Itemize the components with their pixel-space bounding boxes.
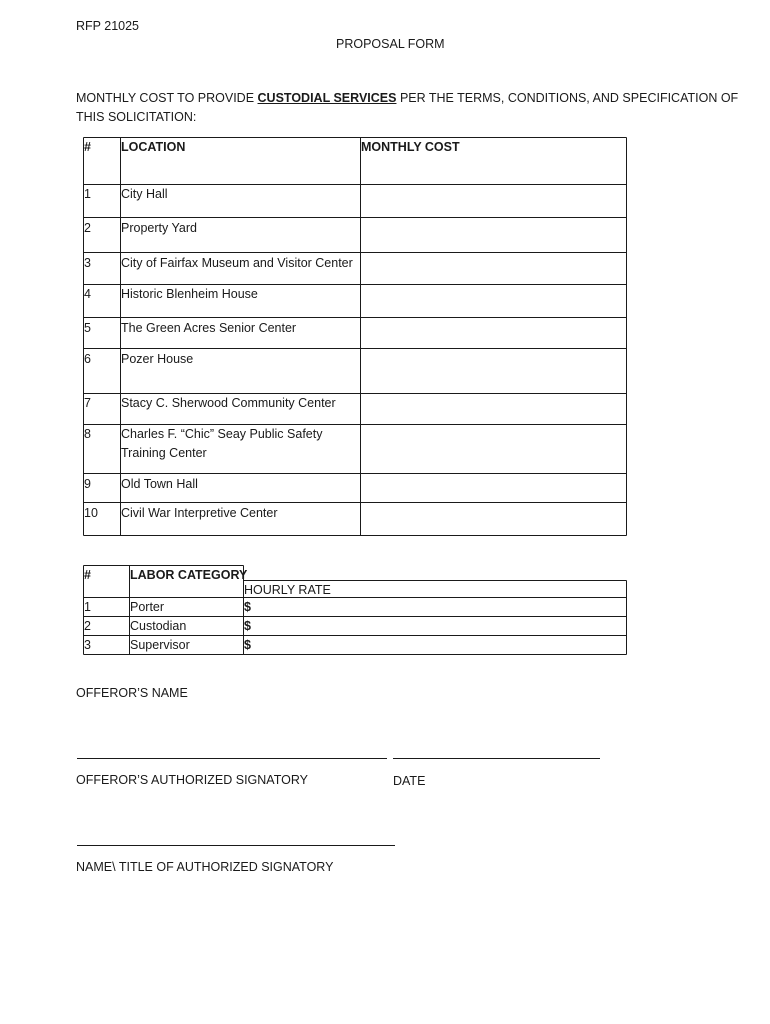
intro-suffix: PER THE TERMS, CONDITIONS, AND SPECIFICATION OF: [396, 91, 739, 105]
locations-header-num: #: [84, 140, 91, 154]
labor-header-category: LABOR CATEGORY: [130, 568, 248, 582]
name-title-line[interactable]: [77, 845, 395, 846]
row-number: 4: [84, 287, 91, 301]
hourly-rate-cell[interactable]: $: [244, 638, 251, 652]
labor-header-rate: HOURLY RATE: [244, 583, 331, 597]
row-number: 7: [84, 396, 91, 410]
location-name: Old Town Hall: [121, 477, 198, 491]
row-number: 8: [84, 427, 91, 441]
row-number: 3: [84, 638, 91, 652]
labor-category: Supervisor: [130, 638, 190, 652]
location-name: Stacy C. Sherwood Community Center: [121, 396, 336, 410]
location-name: Pozer House: [121, 352, 194, 366]
intro-line-2: THIS SOLICITATION:: [76, 110, 197, 124]
offeror-name-label: OFFEROR’S NAME: [76, 686, 188, 700]
location-name-continued: Training Center: [121, 446, 207, 460]
date-line[interactable]: [393, 758, 600, 759]
location-name: Charles F. “Chic” Seay Public Safety: [121, 427, 323, 441]
row-number: 6: [84, 352, 91, 366]
signatory-label: OFFEROR’S AUTHORIZED SIGNATORY: [76, 773, 308, 787]
row-number: 1: [84, 600, 91, 614]
intro-emphasis: CUSTODIAL SERVICES: [257, 91, 397, 105]
hourly-rate-cell[interactable]: $: [244, 619, 251, 633]
row-number: 2: [84, 221, 91, 235]
labor-header-num: #: [84, 568, 91, 582]
locations-header-location: LOCATION: [121, 140, 186, 154]
labor-category: Custodian: [130, 619, 187, 633]
rfp-number: RFP 21025: [76, 19, 140, 33]
location-name: Historic Blenheim House: [121, 287, 258, 301]
location-name: Property Yard: [121, 221, 197, 235]
row-number: 3: [84, 256, 91, 270]
name-title-label: NAME\ TITLE OF AUTHORIZED SIGNATORY: [76, 860, 334, 874]
form-title: PROPOSAL FORM: [336, 37, 445, 51]
location-name: City Hall: [121, 187, 168, 201]
location-name: The Green Acres Senior Center: [121, 321, 297, 335]
row-number: 9: [84, 477, 91, 491]
hourly-rate-cell[interactable]: $: [244, 600, 251, 614]
row-number: 1: [84, 187, 91, 201]
location-name: City of Fairfax Museum and Visitor Center: [121, 256, 353, 270]
locations-header-cost: MONTHLY COST: [361, 140, 460, 154]
row-number: 10: [84, 506, 98, 520]
date-label: DATE: [393, 774, 426, 788]
location-name: Civil War Interpretive Center: [121, 506, 278, 520]
signatory-signature-line[interactable]: [77, 758, 387, 759]
row-number: 2: [84, 619, 91, 633]
intro-prefix: MONTHLY COST TO PROVIDE: [76, 91, 258, 105]
row-number: 5: [84, 321, 91, 335]
labor-category: Porter: [130, 600, 165, 614]
